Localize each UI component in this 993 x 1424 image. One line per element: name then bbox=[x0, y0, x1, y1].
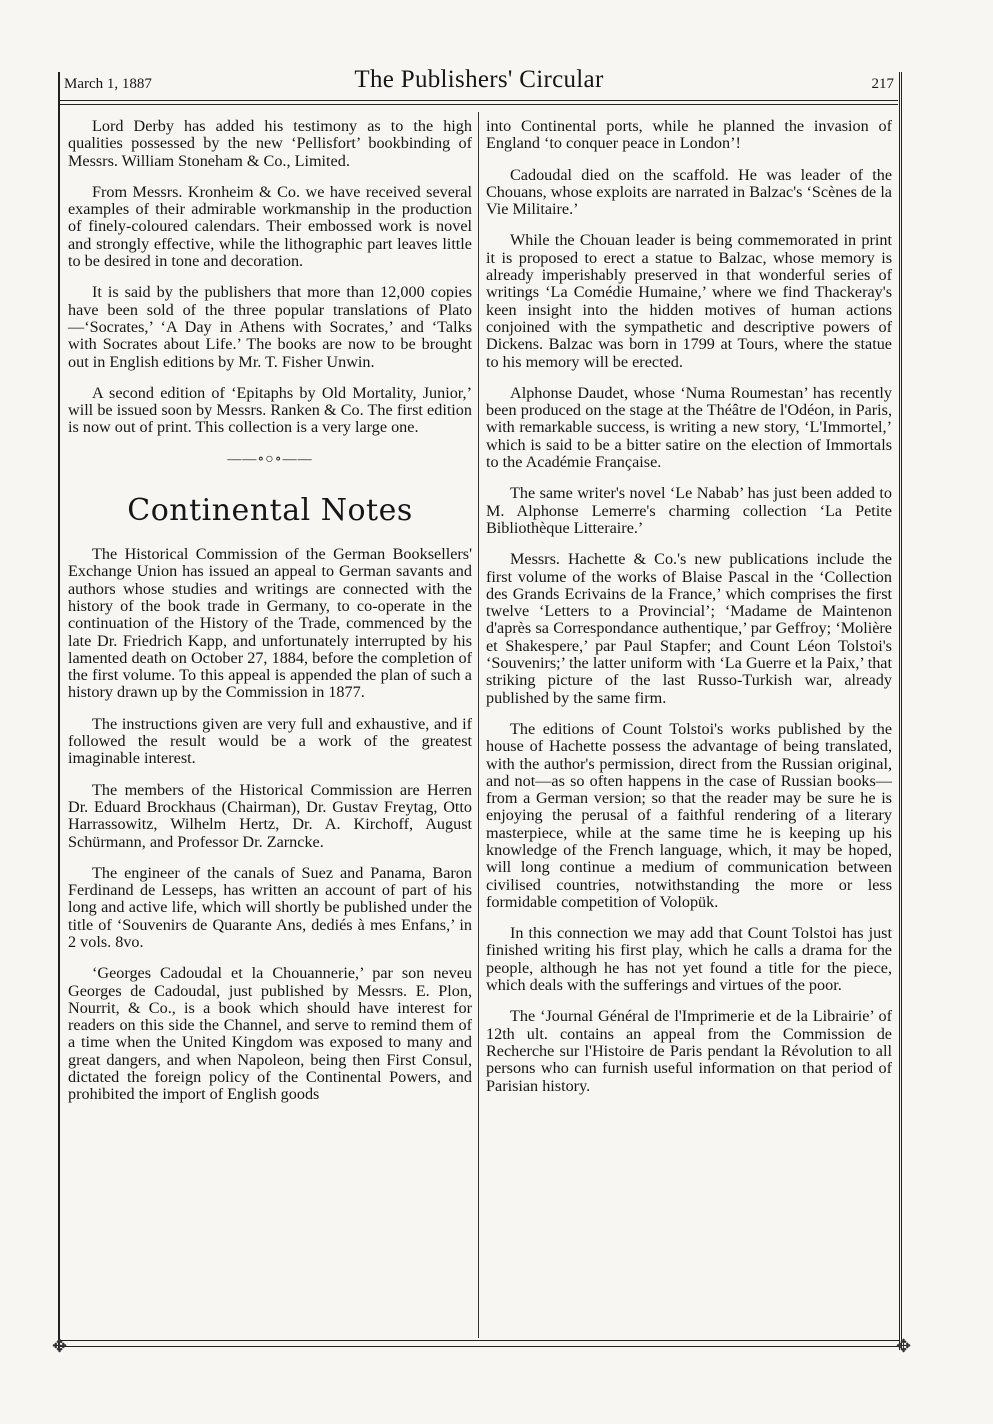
paragraph: A second edition of ‘Epitaphs by Old Mortality, Junior,’ will be issued soon by Messrs. Ranken & Co. The first edition is now out of print. This collection is a very large one. bbox=[68, 383, 472, 437]
paragraph: The engineer of the canals of Suez and Panama, Baron Ferdinand de Lesseps, has written an account of part of his long and active life, which will shortly be published under the title of ‘Souvenirs de Quarante Ans, dediés à mes Enfans,’ in 2 vols. 8vo. bbox=[68, 863, 472, 951]
paragraph: The ‘Journal Général de l'Imprimerie et de la Librairie’ of 12th ult. contains an appeal from the Commission de Recherche sur l'Histoire de Paris pendant la Révolution to all persons who can furnish useful information on that period of Parisian history. bbox=[486, 1007, 892, 1095]
left-border bbox=[58, 72, 60, 1350]
page-number: 217 bbox=[871, 76, 894, 92]
paragraph: Messrs. Hachette & Co.'s new publications include the first volume of the works of Blaise Pascal in the ‘Collection des Grands Ecrivains de la France,’ which comprises the first twelve ‘Letters to a Provincial’; ‘Madame de Maintenon d'après sa Correspondance authentique,’ par Geffroy; ‘Molière et Shakespere,’ par Paul Stapfer; and Count Léon Tolstoi's ‘Souvenirs;’ the latter uniform with ‘La Guerre et la Paix,’ that striking picture of the last Russo-Turkish war, already published by the same firm. bbox=[486, 550, 892, 707]
paragraph: Lord Derby has added his testimony as to the high qualities possessed by the new ‘Pellisfort’ bookbinding of Messrs. William Stoneham & Co., Limited. bbox=[68, 117, 472, 170]
paragraph: The same writer's novel ‘Le Nabab’ has just been added to M. Alphonse Lemerre's charming collection ‘La Petite Bibliothèque Litteraire.’ bbox=[486, 484, 892, 537]
section-heading: Continental Notes bbox=[127, 493, 413, 529]
footer-rule-secondary bbox=[58, 1346, 900, 1347]
column-divider bbox=[478, 112, 479, 1338]
issue-date: March 1, 1887 bbox=[64, 76, 152, 92]
footer-ornament-left: ✥ bbox=[52, 1336, 68, 1356]
paragraph: In this connection we may add that Count Tolstoi has just finished writing his first play, which he calls a drama for the people, although he has not yet found a title for the piece, which deals with the sufferings and virtues of the poor. bbox=[486, 924, 892, 995]
paragraph: From Messrs. Kronheim & Co. we have received several examples of their admirable workmanship in the production of finely-coloured calendars. Their embossed work is novel and strongly effective, while the lithographic part leaves little to be desired in tone and decoration. bbox=[68, 182, 472, 271]
masthead bbox=[60, 66, 898, 96]
paragraph: The instructions given are very full and exhaustive, and if followed the result would be a work of the greatest imaginable interest. bbox=[68, 714, 472, 768]
footer-ornament-right: ✥ bbox=[896, 1336, 912, 1356]
header-rule-secondary bbox=[60, 104, 898, 105]
right-border bbox=[899, 72, 902, 1350]
left-column bbox=[68, 118, 472, 1118]
paragraph: Alphonse Daudet, whose ‘Numa Roumestan’ has recently been produced on the stage at the Théâtre de l'Odéon, in Paris, with remarkable success, is writing a new story, ‘L'Immortel,’ which is said to be a bitter satire on the election of Immortals to the Académie Française. bbox=[486, 383, 892, 472]
footer-rule bbox=[58, 1340, 900, 1341]
paragraph: The members of the Historical Commission are Herren Dr. Eduard Brockhaus (Chairman), Dr. Gustav Freytag, Otto Harrassowitz, Wilhelm Hertz, Dr. A. Kirchoff, August Schürmann, and Professor Dr. Zarncke. bbox=[68, 780, 472, 851]
paragraph: Cadoudal died on the scaffold. He was leader of the Chouans, whose exploits are narrated in Balzac's ‘Scènes de la Vie Militaire.’ bbox=[486, 165, 892, 219]
header-rule bbox=[60, 100, 898, 101]
paragraph: While the Chouan leader is being commemorated in print it is proposed to erect a statue to Balzac, whose memory is already imperishably preserved in that wonderful series of writings ‘La Comédie Humaine,’ where we find Thackeray's keen insight into the hidden motives of human actions conjoined with the sympathetic and descriptive powers of Dickens. Balzac was born in 1799 at Tours, where the statue to his memory will be erected. bbox=[486, 231, 892, 371]
paragraph: ‘Georges Cadoudal et la Chouannerie,’ par son neveu Georges de Cadoudal, just published by Messrs. E. Plon, Nourrit, & Co., is a book which should have interest for readers on this side the Channel, and serve to remind them of a time when the United Kingdom was exposed to many and great dangers, and when Napoleon, being then First Consul, dictated the foreign policy of the Continental Powers, and prohibited the import of English goods bbox=[68, 964, 472, 1104]
paragraph: into Continental ports, while he planned the invasion of England ‘to conquer peace in London’! bbox=[486, 117, 892, 153]
right-column bbox=[486, 118, 892, 1109]
section-ornament: ——∘○∘—— bbox=[227, 451, 313, 467]
paragraph: The Historical Commission of the German Booksellers' Exchange Union has issued an appeal to German savants and authors whose studies and writings are connected with the history of the book trade in Germany, to co-operate in the continuation of the History of the Trade, commenced by the late Dr. Friedrich Kapp, and unfortunately interrupted by his lamented death on October 27, 1884, before the completion of the first volume. To this appeal is appended the plan of such a history drawn up by the Commission in 1877. bbox=[68, 545, 472, 702]
publication-title: The Publishers' Circular bbox=[354, 66, 604, 93]
paragraph: The editions of Count Tolstoi's works published by the house of Hachette possess the advantage of being translated, with the author's permission, direct from the Russian original, and not—as so often happens in the case of Russian books—from a German version; so that the reader may be sure he is enjoying the perusal of a faithful rendering of a literary masterpiece, while at the same time he is keeping up his knowledge of the French language, which, it may be hoped, will long continue a medium of communication between civilised countries, notwithstanding the more or less formidable competition of Volopük. bbox=[486, 719, 892, 911]
paragraph: It is said by the publishers that more than 12,000 copies have been sold of the three popular translations of Plato—‘Socrates,’ ‘A Day in Athens with Socrates,’ and ‘Talks with Socrates about Life.’ The books are now to be brought out in English editions by Mr. T. Fisher Unwin. bbox=[68, 283, 472, 371]
